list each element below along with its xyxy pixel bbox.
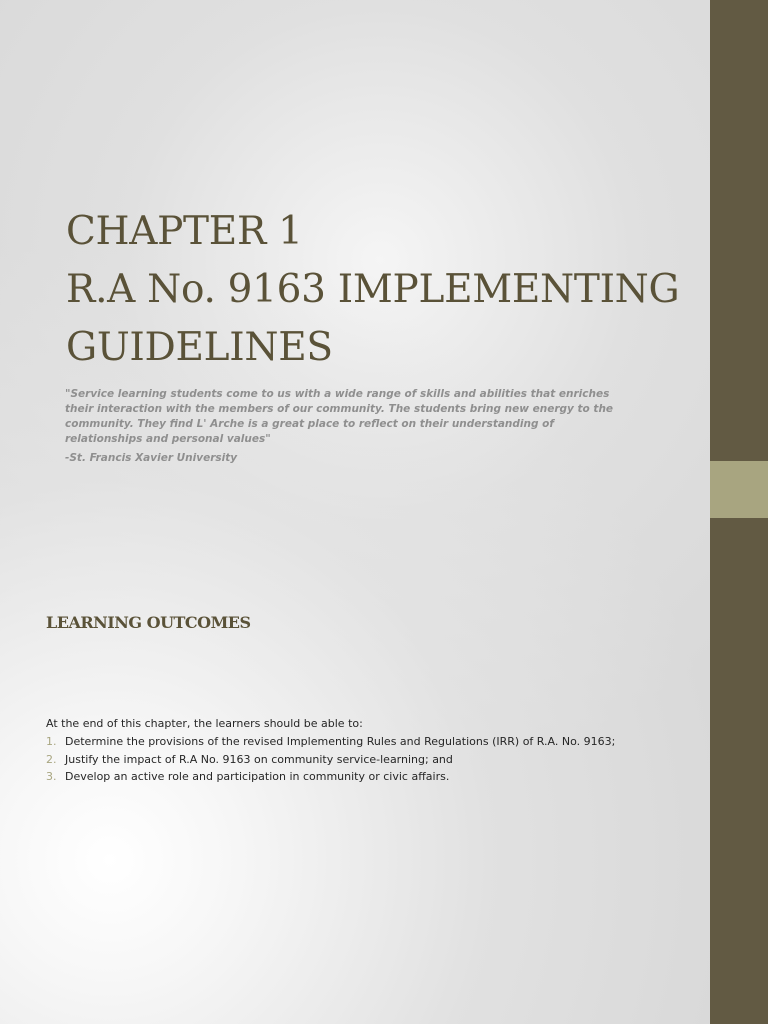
list-item [46, 768, 615, 786]
learning-outcomes-list [46, 733, 615, 786]
side-accent-block [710, 461, 768, 518]
list-item-number: 2. [46, 752, 57, 766]
list-item [46, 751, 615, 769]
title-line-2: R.A No. 9163 IMPLEMENTING [66, 267, 680, 312]
list-item-number: 3. [46, 770, 57, 783]
list-item-text: Develop an active role and participation in community or civic affairs. [65, 770, 450, 783]
learning-outcomes-intro: At the end of this chapter, the learners should be able to: [46, 717, 363, 730]
learning-outcomes-heading: LEARNING OUTCOMES [46, 613, 251, 632]
list-item [46, 733, 615, 751]
slide-title [66, 203, 696, 377]
quote-text: "Service learning students come to us with a wide range of skills and abilities that enriches their interaction with the members of our community. The students bring new energy to the community. They find L' Arche is a great place to reflect on their understanding of relationships and personal values" [65, 388, 614, 445]
quote-attribution: -St. Francis Xavier University [65, 452, 238, 464]
title-line-3: GUIDELINES [66, 325, 333, 370]
list-item-text: Justify the impact of R.A No. 9163 on community service-learning; and [65, 752, 453, 766]
title-line-1: CHAPTER 1 [66, 209, 303, 254]
list-item-text: Determine the provisions of the revised Implementing Rules and Regulations (IRR) of R.A. No. 9163; [65, 735, 616, 748]
list-item-number: 1. [46, 735, 57, 748]
